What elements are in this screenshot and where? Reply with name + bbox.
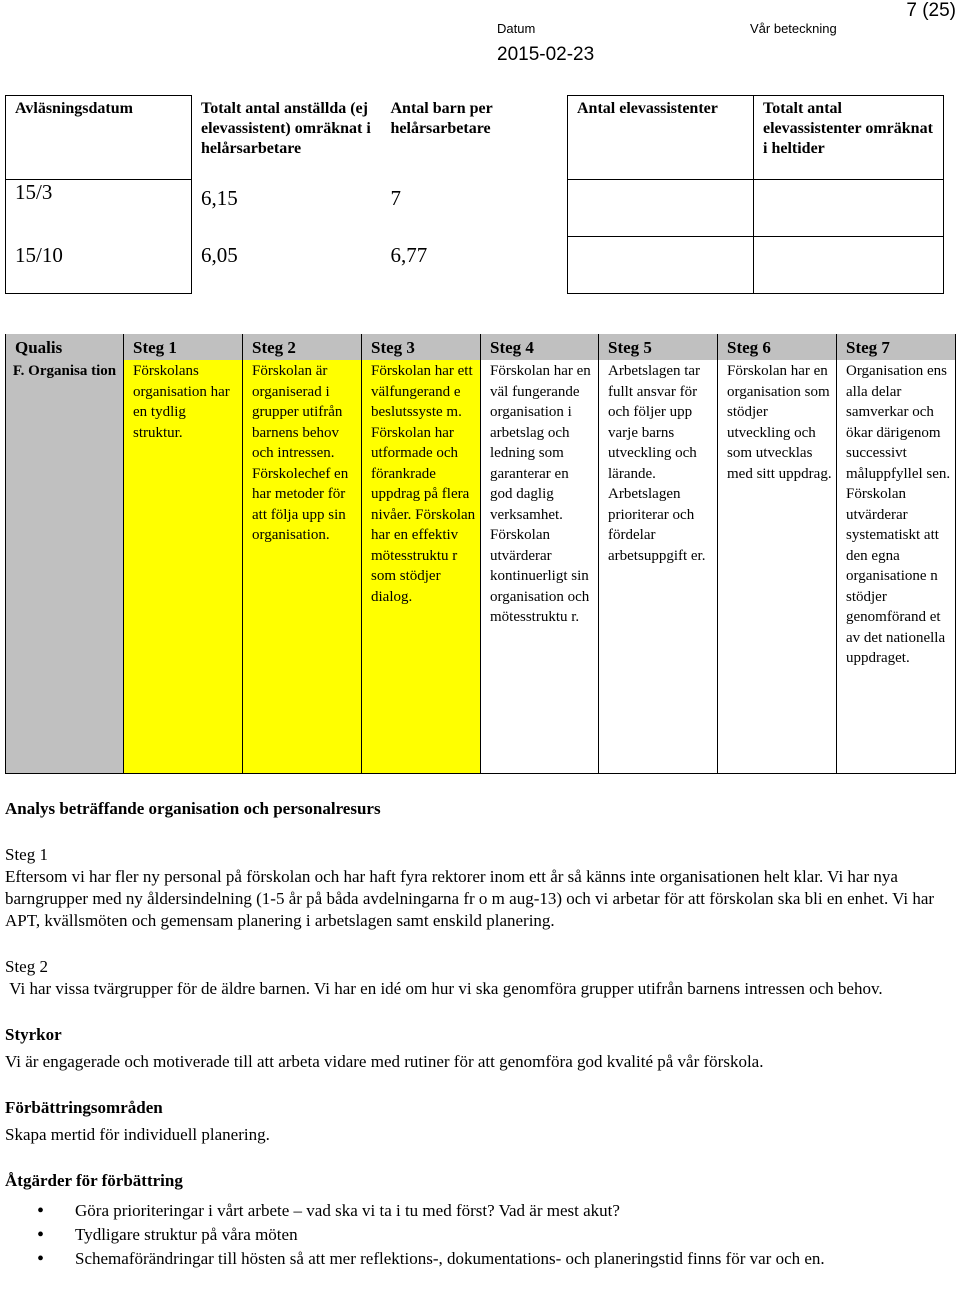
table-cell: 15/3 <box>6 180 192 237</box>
column-header: Antal elevassistenter <box>568 96 754 180</box>
improvements-heading: Förbättringsområden <box>5 1098 163 1117</box>
column-header: Steg 5 <box>599 334 718 360</box>
improvements-text: Skapa mertid för individuell planering. <box>5 1125 270 1144</box>
table-cell: 6,77 <box>390 242 428 267</box>
list-item: • Schemaförändringar till hösten så att mer reflektions-, dokumentations- och planeringstid finns för var och en. <box>75 1247 950 1271</box>
spacer <box>5 1146 950 1170</box>
spacer <box>5 932 950 956</box>
table-row <box>6 360 956 774</box>
column-header: Steg 3 <box>362 334 481 360</box>
analysis-section <box>5 798 950 1271</box>
column-header: Avläsningsdatum <box>6 96 192 180</box>
list-item: • Göra prioriteringar i vårt arbete – vad ska vi ta i tu med först? Vad är mest akut? <box>75 1199 950 1223</box>
staff-table <box>5 95 944 294</box>
step1-text: Eftersom vi har fler ny personal på förskolan och har haft fyra rektorer inom ett år så känns inte organisationen helt klar. Vi har nya barngrupper med ny åldersindelning (1-5 år på båda avdelningarna fr o m aug-13) och vi arbetar för att förskolan ska bli en enhet. Vi har APT, kvällsmöten och gemensam planering i arbetslagen samt enskild planering. <box>5 867 935 930</box>
strengths-text: Vi är engagerade och motiverade till att arbeta vidare med rutiner för att genomföra god kvalité på vår förskola. <box>5 1052 764 1071</box>
table-cell: Förskolan har en organisation som stödjer utveckling och som utvecklas med sitt uppdrag. <box>718 360 837 774</box>
column-header: Steg 1 <box>124 334 243 360</box>
table-cell <box>754 237 944 294</box>
table-cell: Organisation ens alla delar samverkar och ökar därigenom successivt måluppfyllel sen. Förskolan utvärderar systematiskt att den egna organisatione n stödjer genomförand et av det nationella uppdraget. <box>837 360 956 774</box>
table-cell: Förskolan är organiserad i grupper utifrån barnens behov och intressen. Förskolechef en har metoder för att följa upp sin organisation. <box>243 360 362 774</box>
column-header: Steg 4 <box>481 334 599 360</box>
actions-list <box>5 1199 950 1271</box>
column-header: Totalt antal anställda (ej elevassistent) omräknat i helårsarbetare <box>192 96 382 180</box>
qualis-table <box>5 334 956 774</box>
page-number: 7 (25) <box>906 0 956 21</box>
table-cell <box>568 180 754 237</box>
table-cell <box>568 237 754 294</box>
step1-label: Steg 1 <box>5 845 48 864</box>
table-cell <box>754 180 944 237</box>
table-cell: Förskolans organisation har en tydlig struktur. <box>124 360 243 774</box>
table-header-row <box>6 96 944 180</box>
column-header: Antal barn per helårsarbetare <box>390 99 493 137</box>
table-cell: 6,15 <box>192 180 382 237</box>
table-row <box>6 237 944 294</box>
table-cell: 6,05 <box>192 237 382 294</box>
spacer <box>5 1073 950 1097</box>
document-date: 2015-02-23 <box>497 44 595 65</box>
table-row <box>6 180 944 237</box>
table-cell: Förskolan har en väl fungerande organisation i arbetslag och ledning som garanterar en god daglig verksamhet. Förskolan utvärderar kontinuerligt sin organisation och mötesstruktu r. <box>481 360 599 774</box>
column-header: Totalt antal elevassistenter omräknat i heltider <box>754 96 944 180</box>
step2-text: Vi har vissa tvärgrupper för de äldre barnen. Vi har en idé om hur vi ska genomföra grupper utifrån barnens intressen och behov. <box>5 979 883 998</box>
step2-label: Steg 2 <box>5 957 48 976</box>
spacer <box>5 820 950 844</box>
column-header: Steg 6 <box>718 334 837 360</box>
table-header-row <box>6 334 956 360</box>
list-item: • Tydligare struktur på våra möten <box>75 1223 950 1247</box>
table-cell: 7 <box>390 185 401 210</box>
table-cell: Arbetslagen tar fullt ansvar för och följer upp varje barns utveckling och lärande. Arbetslagen prioriterar och fördelar arbetsuppgift er. <box>599 360 718 774</box>
table-cell: Förskolan har ett välfungerand e beslutssyste m. Förskolan har utformade och förankrade uppdrag på flera nivåer. Förskolan har en effektiv mötesstruktu r som stödjer dialog. <box>362 360 481 774</box>
table-cell: 15/10 <box>6 237 192 294</box>
date-label: Datum <box>497 21 536 36</box>
spacer <box>5 1000 950 1024</box>
section-title: Analys beträffande organisation och personalresurs <box>5 799 381 818</box>
reference-label: Vår beteckning <box>750 21 837 36</box>
strengths-heading: Styrkor <box>5 1025 62 1044</box>
actions-heading: Åtgärder för förbättring <box>5 1171 183 1190</box>
column-header: Steg 7 <box>837 334 956 360</box>
column-header: Qualis <box>6 334 124 360</box>
column-header: Steg 2 <box>243 334 362 360</box>
row-label: F. Organisa tion <box>6 360 124 774</box>
